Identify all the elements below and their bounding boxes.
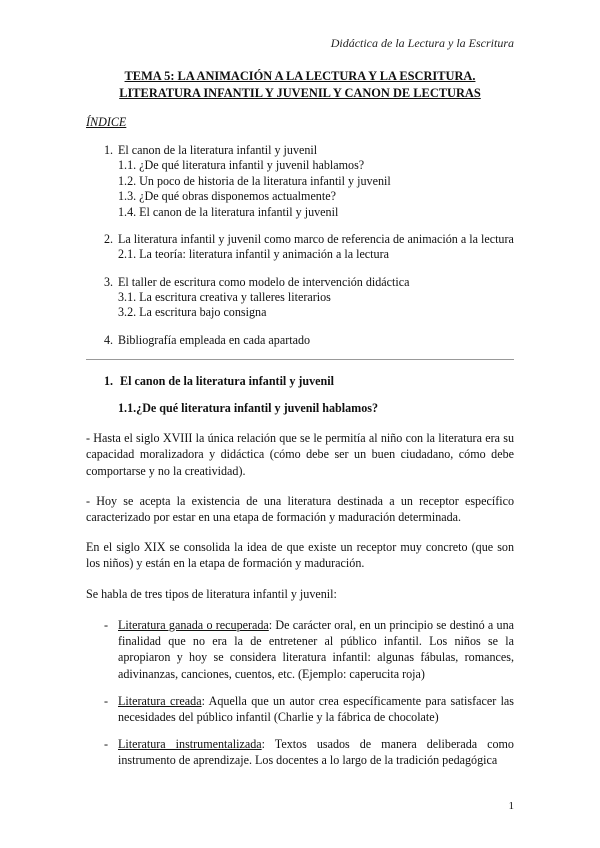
list-item [86, 693, 514, 725]
term-description: : Aquella que un autor crea específicamente para satisfacer las necesidades del público infantil (Charlie y la fábrica de chocolate) [118, 693, 515, 724]
index-heading: ÍNDICE [86, 115, 127, 129]
subsection-heading: 1.1.¿De qué literatura infantil y juvenil hablamos? [118, 401, 379, 416]
toc-section-1 [86, 142, 514, 220]
literature-types-list [86, 617, 514, 769]
toc-number: 4. [104, 332, 114, 347]
toc-subsection: 3.1. La escritura creativa y talleres literarios [118, 289, 331, 304]
section-title: El canon de la literatura infantil y juvenil [120, 373, 334, 388]
term-description: : De carácter oral, en un principio se destinó a una finalidad que no era la de entretener al público infantil. Los niños se la apropiaron y hoy se considera literatura infantil: algunas fábulas, romances, adivinanzas, canciones, cuentos, etc. (Ejemplo: caperucita roja) [118, 617, 514, 681]
list-item [86, 617, 514, 682]
list-item [86, 736, 514, 768]
title-line-1: TEMA 5: LA ANIMACIÓN A LA LECTURA Y LA ESCRITURA. [124, 69, 476, 83]
toc-title: La literatura infantil y juvenil como marco de referencia de animación a la lectura [118, 232, 514, 247]
list-dash: - [104, 737, 109, 752]
body-paragraph: - Hoy se acepta la existencia de una literatura destinada a un receptor específico caracterizado por estar en una etapa de formación y maduración determinada. [86, 493, 514, 525]
section-heading [86, 373, 514, 389]
document-title [86, 68, 514, 102]
toc-subsection: 1.2. Un poco de historia de la literatura infantil y juvenil [118, 173, 391, 188]
running-header: Didáctica de la Lectura y la Escritura [330, 36, 514, 50]
toc-number: 2. [104, 232, 114, 247]
toc-title: El taller de escritura como modelo de intervención didáctica [118, 274, 410, 289]
body-paragraph: Se habla de tres tipos de literatura infantil y juvenil: [86, 586, 337, 601]
toc-subsection: 1.4. El canon de la literatura infantil y juvenil [118, 204, 339, 219]
toc-number: 3. [104, 274, 114, 289]
table-of-contents [86, 142, 514, 348]
body-paragraph: - Hasta el siglo XVIII la única relación que se le permitía al niño con la literatura era su capacidad moralizadora y didáctica (cómo debe ser un buen ciudadano, cómo debe comportarse y no la creatividad). [86, 431, 514, 478]
list-dash: - [104, 617, 109, 632]
term-description: : Textos usados de manera deliberada como instrumento de aprendizaje. Los docentes a lo largo de la tradición pedagógica [118, 737, 514, 768]
section-number: 1. [104, 373, 114, 388]
title-line-2: LITERATURA INFANTIL Y JUVENIL Y CANON DE LECTURAS [119, 86, 481, 100]
toc-section-4 [86, 332, 514, 348]
toc-subsection: 1.3. ¿De qué obras disponemos actualmente? [118, 189, 336, 204]
term: Literatura instrumentalizada [118, 737, 262, 752]
toc-subsection: 2.1. La teoría: literatura infantil y animación a la lectura [118, 247, 389, 262]
toc-subsection: 3.2. La escritura bajo consigna [118, 305, 267, 320]
page-content [86, 68, 514, 780]
divider [86, 359, 514, 360]
list-dash: - [104, 693, 109, 708]
term: Literatura ganada o recuperada [118, 617, 269, 632]
toc-number: 1. [104, 143, 114, 158]
toc-title: Bibliografía empleada en cada apartado [118, 332, 311, 347]
toc-section-2 [86, 231, 514, 263]
toc-section-3 [86, 274, 514, 321]
term: Literatura creada [118, 693, 202, 708]
body-paragraph: En el siglo XIX se consolida la idea de que existe un receptor muy concreto (que son los niños) y están en la etapa de formación y maduración. [86, 540, 514, 571]
toc-subsection: 1.1. ¿De qué literatura infantil y juvenil hablamos? [118, 158, 365, 173]
toc-title: El canon de la literatura infantil y juvenil [118, 143, 318, 158]
page-number: 1 [508, 800, 514, 812]
